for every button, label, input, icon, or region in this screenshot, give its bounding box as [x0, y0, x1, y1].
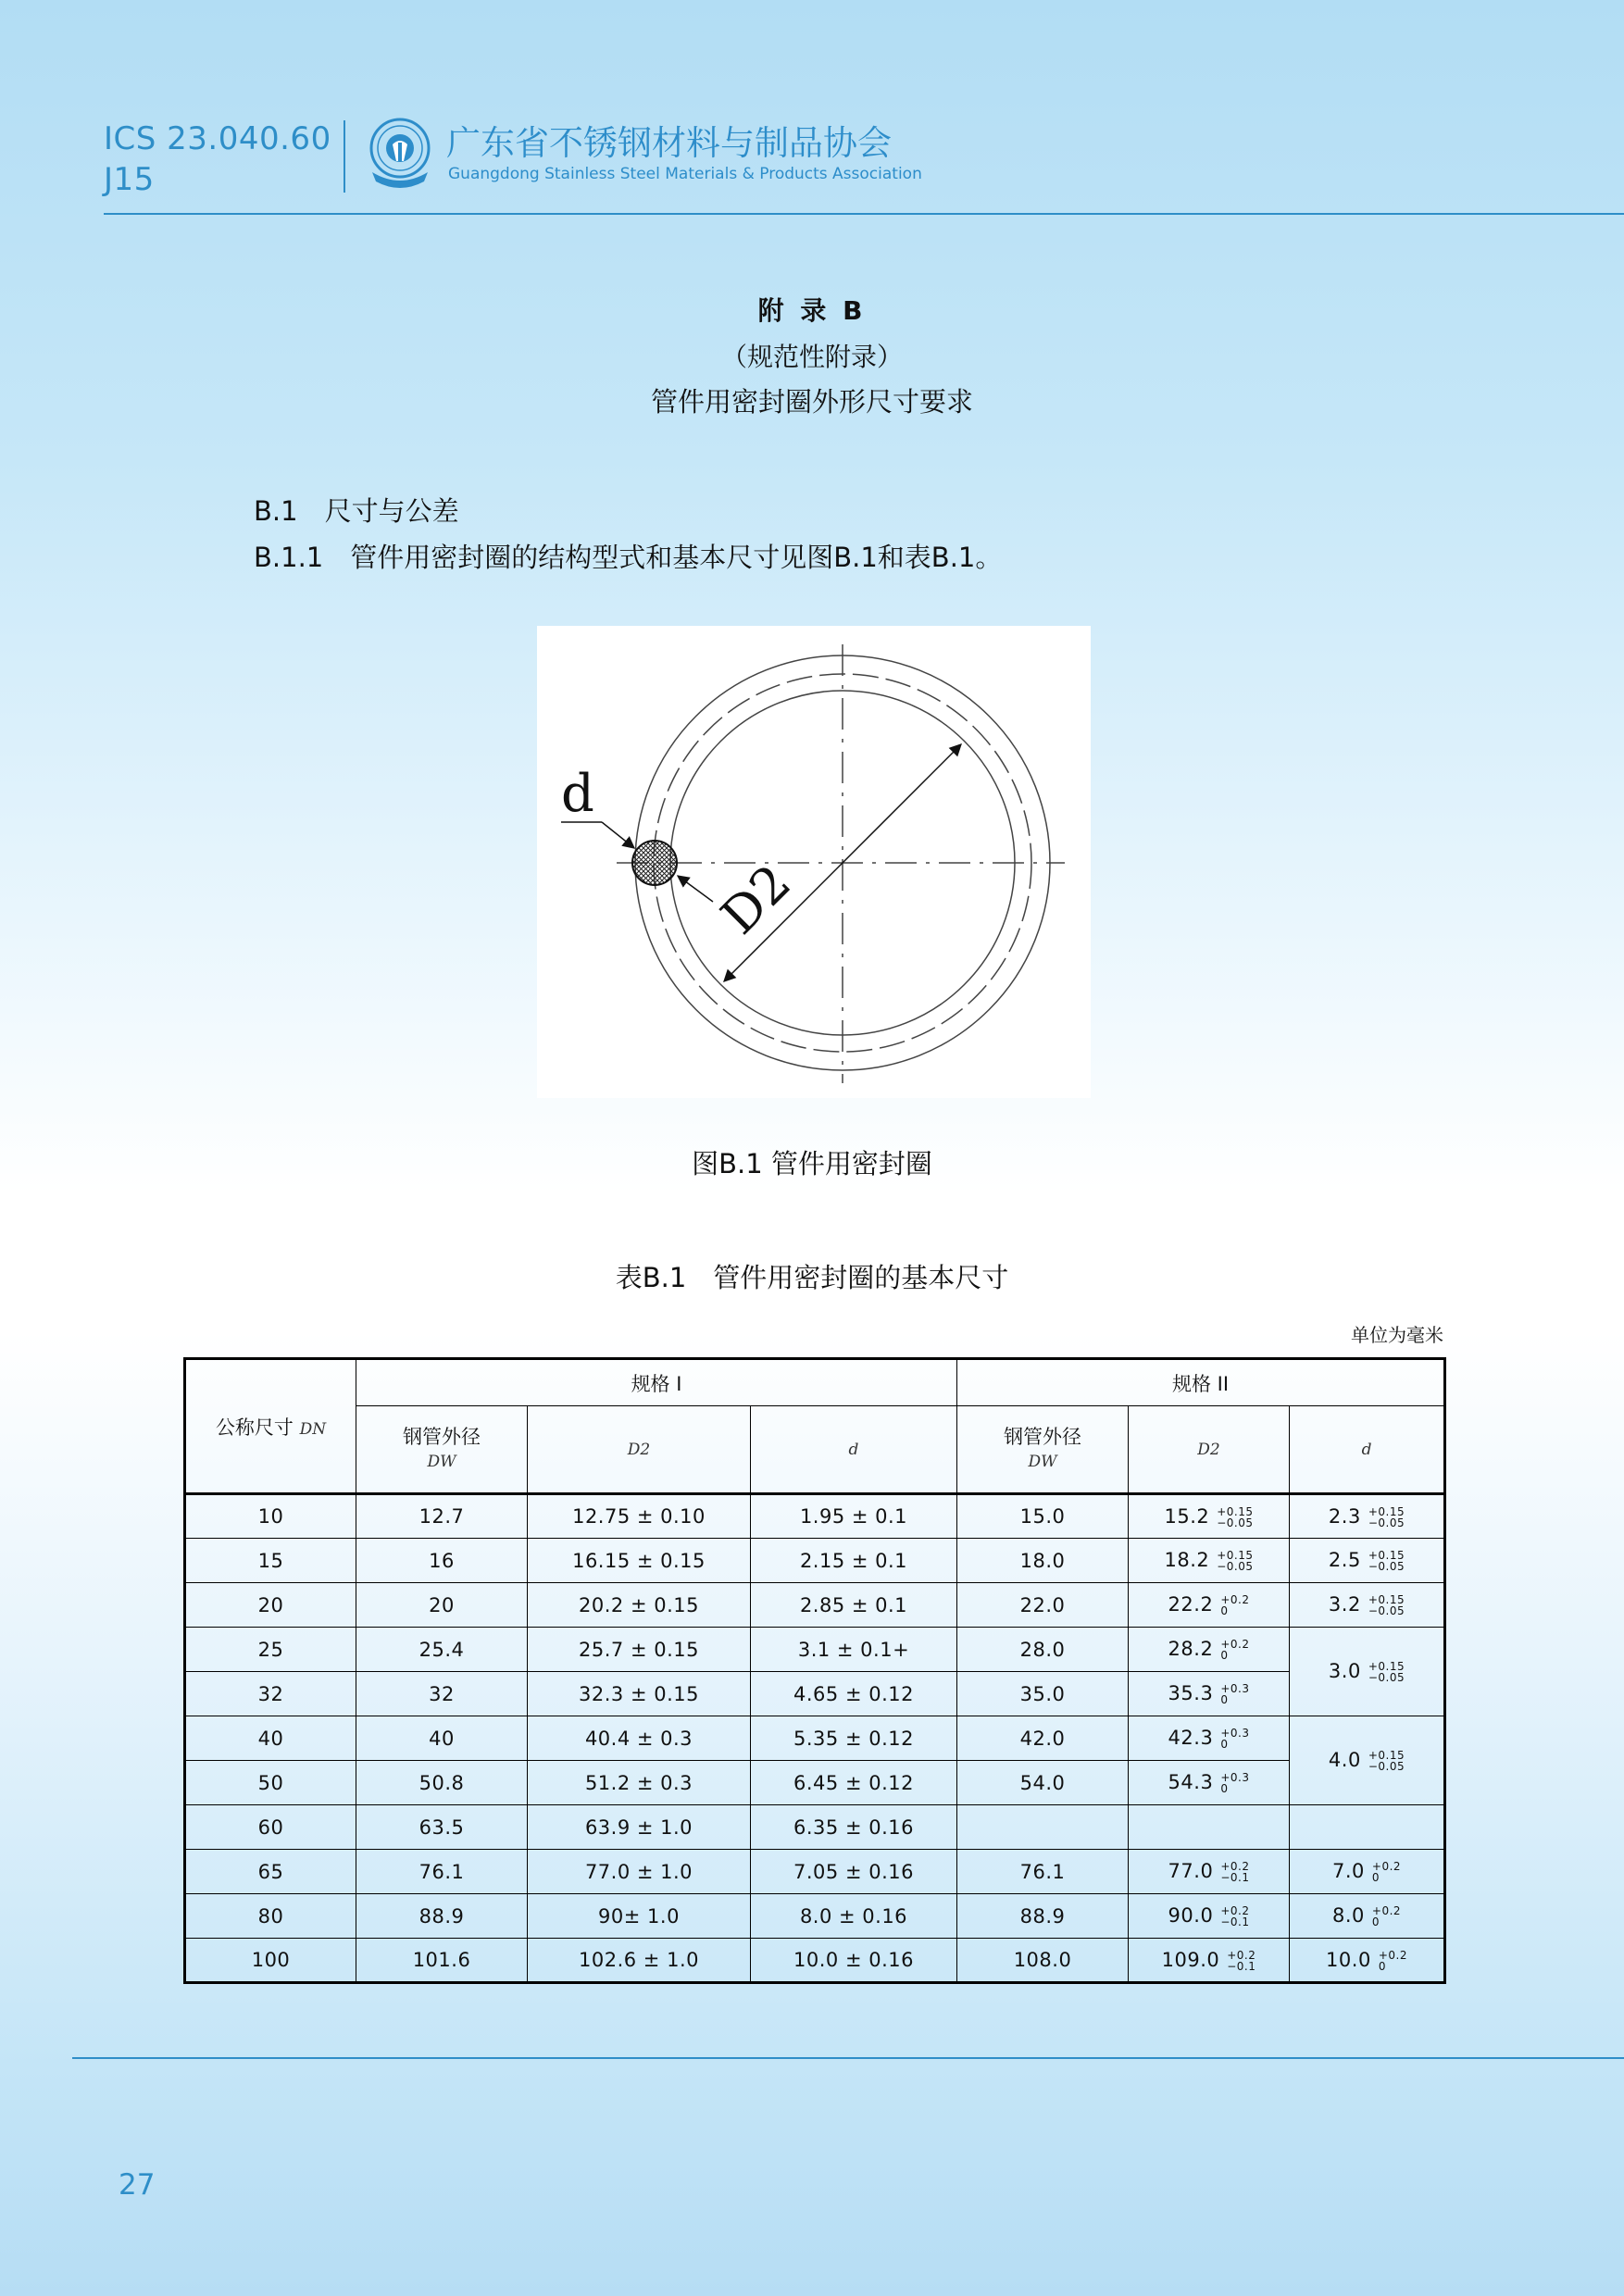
table-row [185, 1850, 1445, 1894]
section-text-b11: B.1.1 管件用密封圈的结构型式和基本尺寸见图B.1和表B.1。 [254, 542, 1003, 573]
nominal-value: 18.2 [1164, 1549, 1210, 1571]
tolerance [1220, 1639, 1249, 1661]
label-D2: D2 [709, 853, 803, 946]
tolerance-lower: 0 [1220, 1649, 1229, 1662]
tolerance-upper: +0.2 [1220, 1593, 1250, 1606]
tolerance [1220, 1728, 1249, 1750]
tolerance-lower: −0.05 [1217, 1560, 1254, 1573]
tolerance-lower: −0.05 [1368, 1516, 1405, 1529]
cell-nominal-size: 100 [185, 1939, 356, 1983]
cell-d2-1: 90± 1.0 [528, 1894, 751, 1939]
cell-d2-2 [1129, 1672, 1290, 1716]
cell-d-2 [1290, 1850, 1445, 1894]
nominal-value: 15.2 [1164, 1504, 1210, 1528]
col-header-d2-1: D2 [528, 1406, 751, 1494]
cell-d2-1: 20.2 ± 0.15 [528, 1583, 751, 1628]
tolerance-upper: +0.2 [1378, 1948, 1407, 1962]
cell-pipe-od-1: 40 [356, 1716, 528, 1761]
cell-d-1: 10.0 ± 0.16 [751, 1939, 957, 1983]
tolerance [1372, 1905, 1401, 1928]
association-name-cn: 广东省不锈钢材料与制品协会 [446, 123, 892, 163]
seal-ring-drawing [537, 626, 1091, 1098]
col-header-d2-2: D2 [1129, 1406, 1290, 1494]
label-d: d [561, 764, 594, 824]
nominal-value: 28.2 [1168, 1638, 1214, 1660]
tolerance-upper: +0.2 [1371, 1904, 1402, 1917]
cell-d-2 [1290, 1583, 1445, 1628]
cell-d-1: 1.95 ± 0.1 [751, 1494, 957, 1539]
cell-pipe-od-1: 25.4 [356, 1628, 528, 1672]
cell-d2-1: 32.3 ± 0.15 [528, 1672, 751, 1716]
page-number: 27 [119, 2168, 156, 2202]
tolerance [1220, 1772, 1249, 1794]
cell-pipe-od-1: 20 [356, 1583, 528, 1628]
tolerance-lower: −0.05 [1368, 1560, 1405, 1573]
tolerance [1217, 1506, 1253, 1529]
header-divider [344, 120, 345, 193]
cell-nominal-size: 10 [185, 1494, 356, 1539]
standard-class-code: J15 [104, 161, 155, 198]
cell-nominal-size: 65 [185, 1850, 356, 1894]
cell-nominal-size: 20 [185, 1583, 356, 1628]
tolerance [1368, 1594, 1405, 1616]
nominal-value: 4.0 [1328, 1749, 1361, 1771]
table-body [185, 1494, 1445, 1983]
tolerance-upper: +0.15 [1368, 1549, 1405, 1562]
tolerance-lower: 0 [1220, 1738, 1229, 1751]
cell-d2-2 [1129, 1761, 1290, 1805]
cross-section-circle [632, 841, 677, 885]
table-row [185, 1894, 1445, 1939]
cell-nominal-size: 80 [185, 1894, 356, 1939]
tolerance-upper: +0.3 [1220, 1682, 1250, 1695]
table-row [185, 1583, 1445, 1628]
tolerance [1372, 1861, 1401, 1883]
cell-pipe-od-2: 88.9 [957, 1894, 1129, 1939]
cell-d2-2 [1129, 1583, 1290, 1628]
cell-nominal-size: 25 [185, 1628, 356, 1672]
cell-pipe-od-2: 28.0 [957, 1628, 1129, 1672]
cell-d2-1: 51.2 ± 0.3 [528, 1761, 751, 1805]
cell-d-1: 6.35 ± 0.16 [751, 1805, 957, 1850]
cell-d-1: 8.0 ± 0.16 [751, 1894, 957, 1939]
cell-nominal-size: 15 [185, 1539, 356, 1583]
appendix-type: （规范性附录） [720, 342, 903, 372]
table-row [185, 1805, 1445, 1850]
cell-d-1: 7.05 ± 0.16 [751, 1850, 957, 1894]
tolerance-lower: −0.1 [1227, 1959, 1256, 1973]
table-row [185, 1939, 1445, 1983]
tolerance [1220, 1683, 1249, 1705]
cell-d-2 [1290, 1805, 1445, 1850]
association-name-en: Guangdong Stainless Steel Materials & Products Association [448, 165, 922, 183]
cell-pipe-od-1: 12.7 [356, 1494, 528, 1539]
cell-d2-2 [1129, 1850, 1290, 1894]
tolerance-lower: 0 [1371, 1915, 1380, 1928]
cell-d-1: 5.35 ± 0.12 [751, 1716, 957, 1761]
cell-pipe-od-2: 15.0 [957, 1494, 1129, 1539]
table-row [185, 1628, 1445, 1672]
cell-d2-1: 25.7 ± 0.15 [528, 1628, 751, 1672]
tolerance-upper: +0.15 [1368, 1749, 1405, 1762]
cell-pipe-od-2: 76.1 [957, 1850, 1129, 1894]
tolerance-upper: +0.2 [1227, 1948, 1256, 1962]
cell-pipe-od-1: 32 [356, 1672, 528, 1716]
table-header-row-1 [185, 1359, 1445, 1406]
nominal-value: 90.0 [1168, 1904, 1214, 1927]
cell-pipe-od-2: 42.0 [957, 1716, 1129, 1761]
cell-d2-1: 16.15 ± 0.15 [528, 1539, 751, 1583]
tolerance [1220, 1861, 1249, 1883]
cell-pipe-od-2 [957, 1805, 1129, 1850]
tolerance-upper: +0.15 [1217, 1504, 1254, 1518]
cell-nominal-size: 32 [185, 1672, 356, 1716]
tolerance [1227, 1950, 1255, 1972]
cell-d2-1: 12.75 ± 0.10 [528, 1494, 751, 1539]
col-group-spec-2: 规格 II [957, 1359, 1445, 1406]
cell-d2-2 [1129, 1716, 1290, 1761]
tolerance-upper: +0.3 [1220, 1771, 1250, 1784]
cell-d-1: 4.65 ± 0.12 [751, 1672, 957, 1716]
table-row [185, 1761, 1445, 1805]
tolerance [1220, 1905, 1249, 1928]
nominal-value: 7.0 [1331, 1860, 1365, 1882]
tolerance [1379, 1950, 1407, 1972]
cell-pipe-od-2: 18.0 [957, 1539, 1129, 1583]
cell-d2-2 [1129, 1894, 1290, 1939]
cell-nominal-size: 50 [185, 1761, 356, 1805]
association-seal-logo [367, 117, 433, 191]
cell-pipe-od-1: 16 [356, 1539, 528, 1583]
table-caption: 表B.1 管件用密封圈的基本尺寸 [615, 1262, 1009, 1293]
cell-pipe-od-1: 88.9 [356, 1894, 528, 1939]
col-header-pipe-od-1: 钢管外径 DW [356, 1406, 528, 1494]
tolerance-lower: 0 [1220, 1693, 1229, 1706]
col-header-d-1: d [751, 1406, 957, 1494]
col-header-pipe-od-2: 钢管外径 DW [957, 1406, 1129, 1494]
appendix-title: 附 录 B [757, 295, 867, 326]
tolerance-upper: +0.3 [1220, 1727, 1250, 1740]
cell-pipe-od-1: 63.5 [356, 1805, 528, 1850]
tolerance-lower: −0.05 [1368, 1671, 1405, 1684]
cell-pipe-od-2: 22.0 [957, 1583, 1129, 1628]
cell-d2-2 [1129, 1539, 1290, 1583]
tolerance-upper: +0.2 [1220, 1638, 1250, 1651]
appendix-subject: 管件用密封圈外形尺寸要求 [650, 386, 973, 418]
cell-pipe-od-1: 101.6 [356, 1939, 528, 1983]
cell-d-2 [1290, 1539, 1445, 1583]
nominal-value: 2.5 [1328, 1549, 1361, 1571]
tolerance-upper: +0.2 [1371, 1860, 1402, 1873]
cell-pipe-od-2: 35.0 [957, 1672, 1129, 1716]
cell-d-1: 2.85 ± 0.1 [751, 1583, 957, 1628]
nominal-value: 35.3 [1168, 1682, 1214, 1704]
table-row [185, 1672, 1445, 1716]
tolerance-upper: +0.2 [1220, 1860, 1250, 1873]
tolerance-lower: −0.1 [1220, 1871, 1250, 1884]
header-rule [104, 213, 1624, 215]
nominal-value: 2.3 [1328, 1504, 1361, 1528]
nominal-value: 3.2 [1328, 1593, 1361, 1616]
table-row [185, 1716, 1445, 1761]
tolerance-upper: +0.15 [1217, 1549, 1254, 1562]
col-header-nominal-size: 公称尺寸 DN [185, 1359, 356, 1494]
tolerance [1368, 1550, 1405, 1572]
tolerance-lower: 0 [1378, 1959, 1386, 1973]
cell-d-2 [1290, 1628, 1445, 1716]
nominal-value: 109.0 [1161, 1948, 1220, 1971]
nominal-value: 8.0 [1331, 1904, 1365, 1927]
nominal-value: 54.3 [1168, 1771, 1214, 1793]
footer-rule [72, 2057, 1624, 2059]
tolerance-lower: −0.05 [1368, 1604, 1405, 1617]
cell-d2-2 [1129, 1628, 1290, 1672]
table-row [185, 1539, 1445, 1583]
cell-d2-1: 102.6 ± 1.0 [528, 1939, 751, 1983]
cell-nominal-size: 40 [185, 1716, 356, 1761]
cell-d2-1: 40.4 ± 0.3 [528, 1716, 751, 1761]
table-header-row-2 [185, 1406, 1445, 1494]
col-group-spec-1: 规格 I [356, 1359, 957, 1406]
seal-dimensions-table [183, 1357, 1446, 1984]
cell-pipe-od-1: 50.8 [356, 1761, 528, 1805]
tolerance-upper: +0.2 [1220, 1904, 1250, 1917]
tolerance-lower: 0 [1220, 1782, 1229, 1795]
cell-d2-1: 77.0 ± 1.0 [528, 1850, 751, 1894]
figure-caption: 图B.1 管件用密封圈 [692, 1148, 932, 1179]
cell-d-1: 2.15 ± 0.1 [751, 1539, 957, 1583]
tolerance-upper: +0.15 [1368, 1593, 1405, 1606]
seal-ring-figure [537, 626, 1091, 1098]
tolerance [1220, 1594, 1249, 1616]
cell-d-2 [1290, 1716, 1445, 1805]
cell-d2-2 [1129, 1494, 1290, 1539]
tolerance-lower: −0.1 [1220, 1915, 1250, 1928]
cell-d-1: 6.45 ± 0.12 [751, 1761, 957, 1805]
section-heading-b1: B.1 尺寸与公差 [254, 495, 459, 527]
tolerance-lower: 0 [1220, 1604, 1229, 1617]
tolerance-upper: +0.15 [1368, 1660, 1405, 1673]
unit-note: 单位为毫米 [1351, 1324, 1443, 1346]
cell-d-2 [1290, 1894, 1445, 1939]
cell-d2-2 [1129, 1939, 1290, 1983]
tolerance-upper: +0.15 [1368, 1504, 1405, 1518]
tolerance [1368, 1750, 1405, 1772]
table-row [185, 1494, 1445, 1539]
col-header-d-2: d [1290, 1406, 1445, 1494]
nominal-value: 22.2 [1168, 1593, 1214, 1616]
tolerance-lower: 0 [1371, 1871, 1380, 1884]
nominal-value: 10.0 [1326, 1948, 1371, 1971]
tolerance-lower: −0.05 [1217, 1516, 1254, 1529]
nominal-value: 3.0 [1328, 1660, 1361, 1682]
cell-d-1: 3.1 ± 0.1+ [751, 1628, 957, 1672]
nominal-value: 42.3 [1168, 1727, 1214, 1749]
cell-pipe-od-2: 54.0 [957, 1761, 1129, 1805]
cell-d-2 [1290, 1939, 1445, 1983]
cell-nominal-size: 60 [185, 1805, 356, 1850]
tolerance [1368, 1506, 1405, 1529]
cell-d2-2 [1129, 1805, 1290, 1850]
cell-d2-1: 63.9 ± 1.0 [528, 1805, 751, 1850]
nominal-value: 77.0 [1168, 1860, 1214, 1882]
cell-pipe-od-1: 76.1 [356, 1850, 528, 1894]
tolerance-lower: −0.05 [1368, 1760, 1405, 1773]
ics-number: ICS 23.040.60 [104, 120, 331, 157]
cell-d-2 [1290, 1494, 1445, 1539]
ics-code [104, 119, 331, 200]
cell-pipe-od-2: 108.0 [957, 1939, 1129, 1983]
tolerance [1368, 1661, 1405, 1683]
tolerance [1217, 1550, 1253, 1572]
